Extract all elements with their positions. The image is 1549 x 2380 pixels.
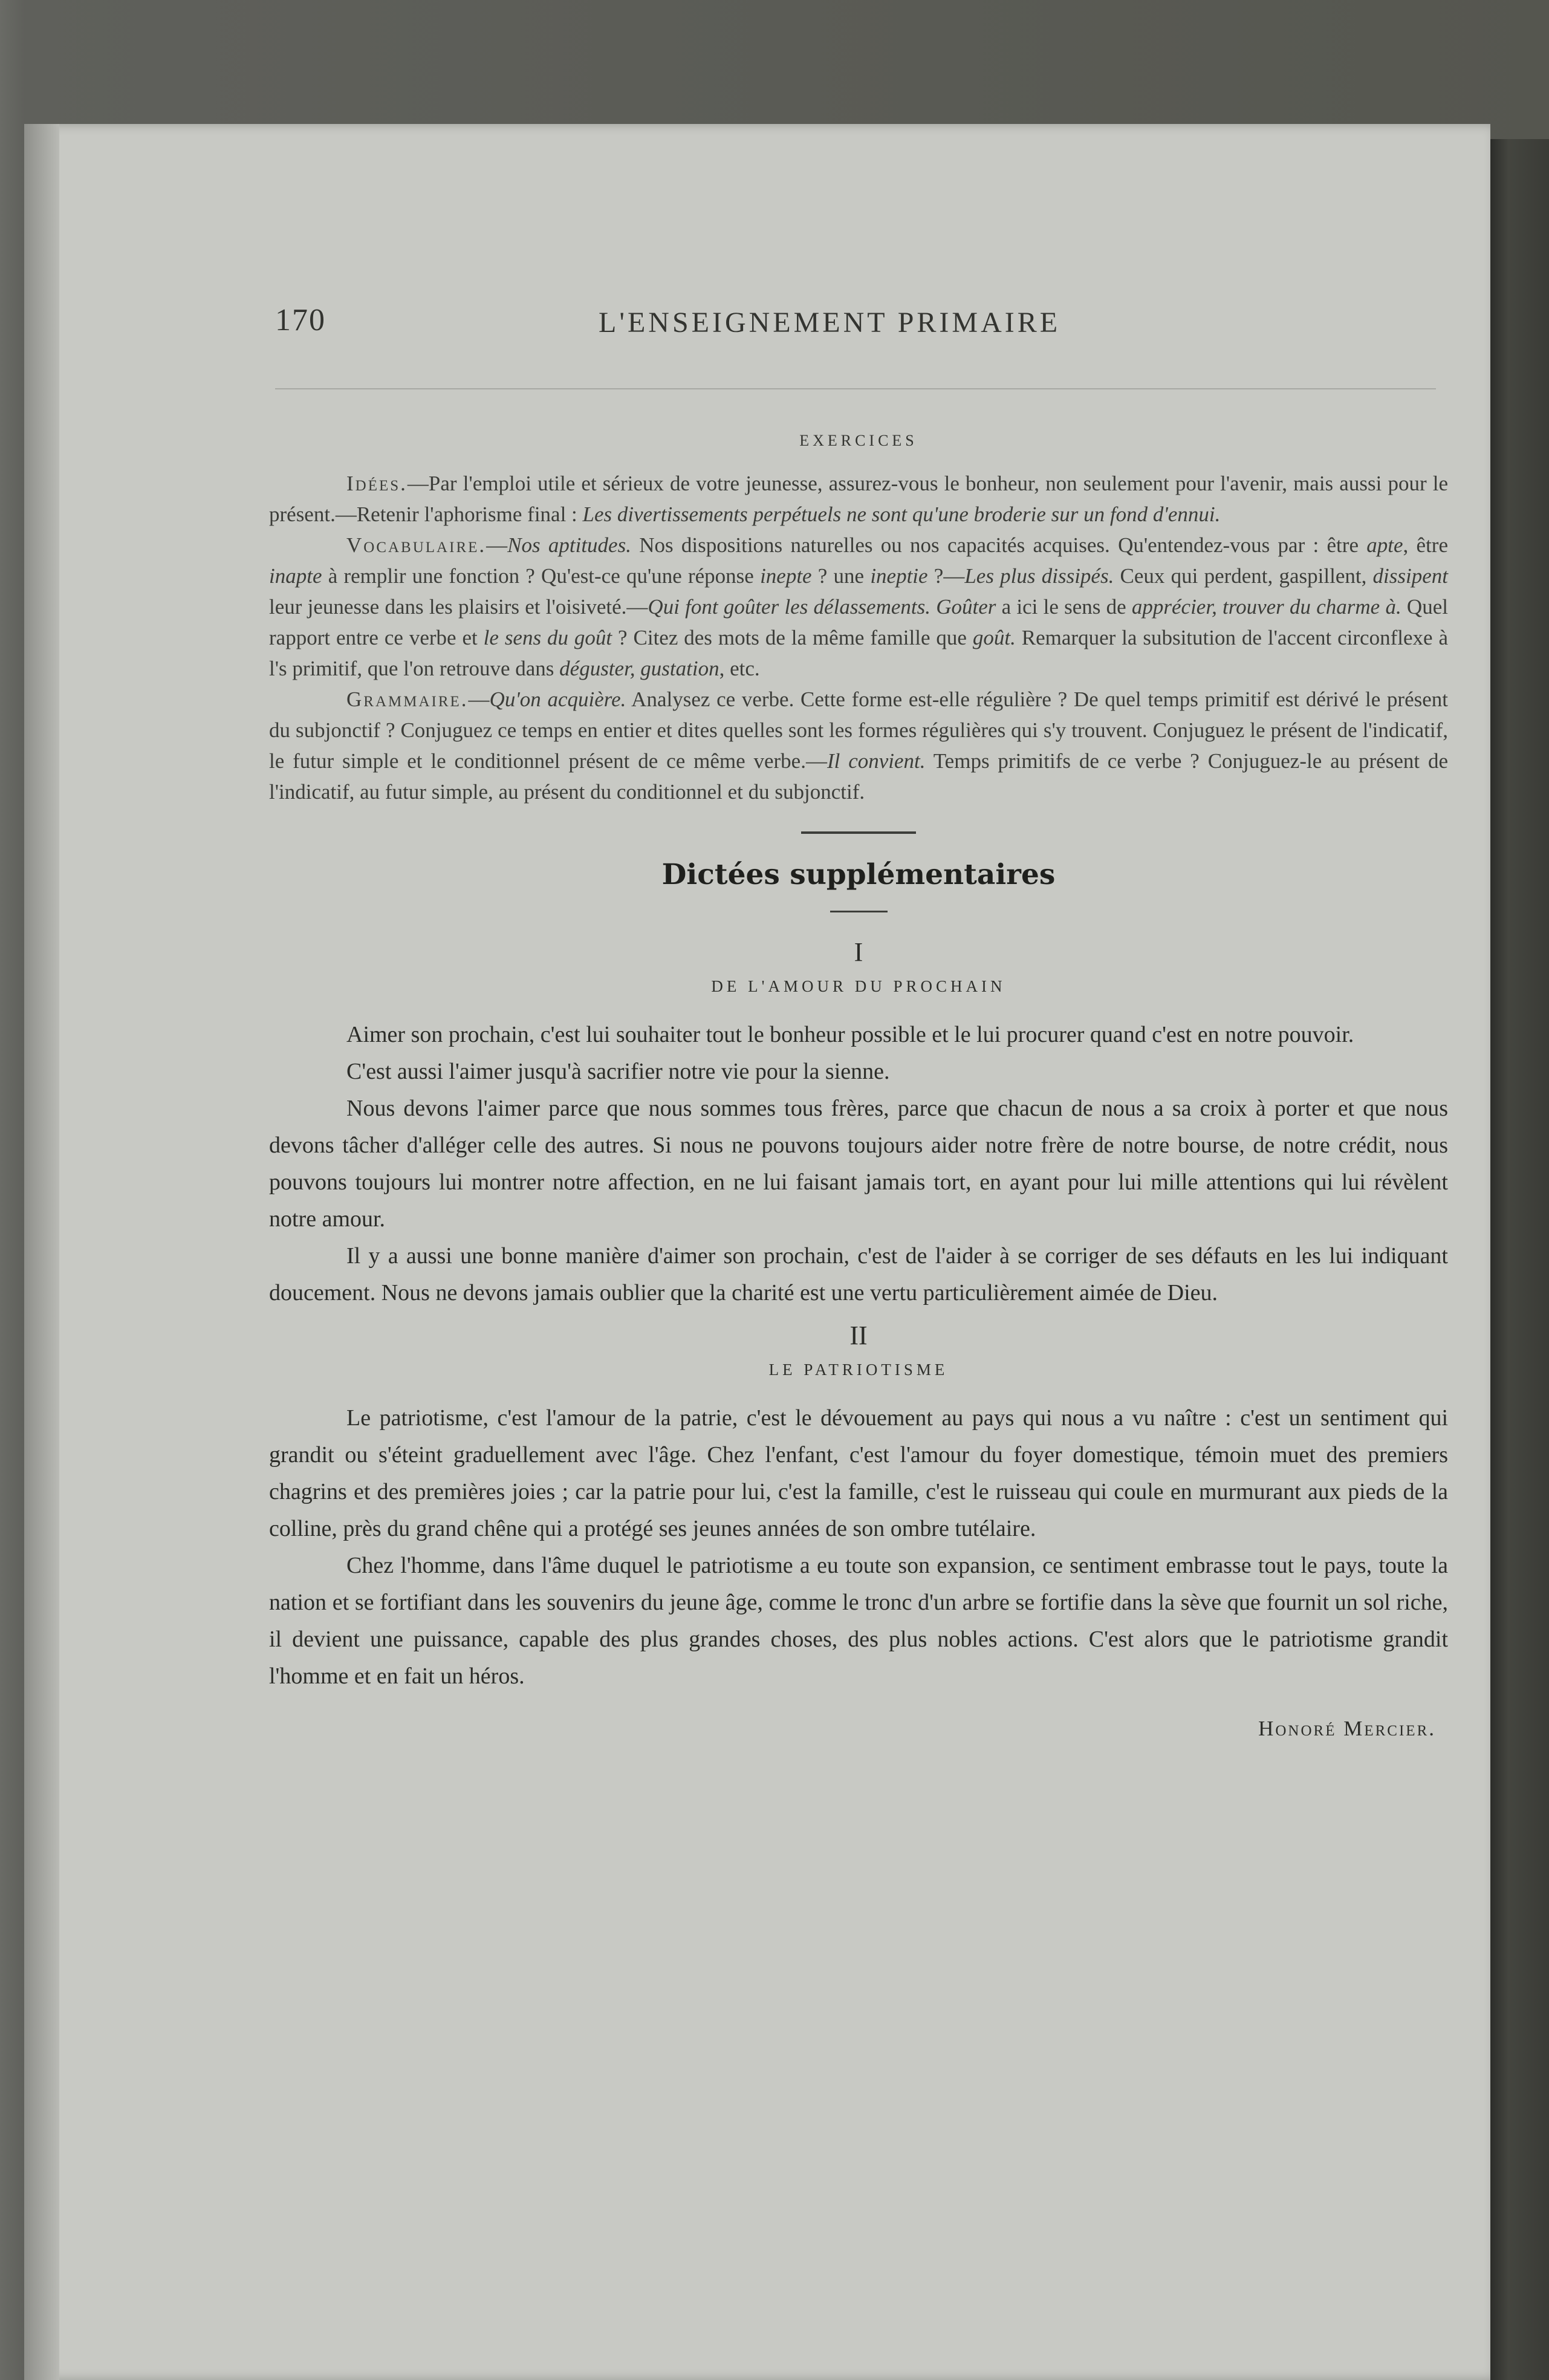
- dictee-1-paragraph: C'est aussi l'aimer jusqu'à sacrifier notre vie pour la sienne.: [346, 1059, 890, 1084]
- exercise-idees: [269, 468, 1448, 530]
- dictee-2-paragraph: Le patriotisme, c'est l'amour de la patrie, c'est le dévouement au pays qui nous a vu naître : c'est un sentiment qui grandit ou s'éteint graduellement avec l'âge. Chez l'enfant, c'est l'amour du foyer domestique, témoin muet des premiers chagrins et des premières joies ; car la patrie pour lui, c'est la famille, c'est le ruisseau qui coule en murmurant aux pieds de la colline, près du grand chêne qui a protégé ses jeunes années de son ombre tutélaire.: [269, 1405, 1448, 1541]
- exercise-text: Analysez ce verbe. Cette forme est-elle régulière ? De quel temps primitif est dérivé le présent du subjonctif ? Conjuguez ce temps en entier et dites quelles sont les formes régulières qui s'y trouvent. Conjuguez le présent de l'indicatif, le futur simple et le conditionnel présent de ce même verbe.—: [269, 688, 1448, 773]
- dictee-1-title: DE L'AMOUR DU PROCHAIN: [711, 977, 1006, 995]
- page-gutter-shadow: [24, 124, 59, 2380]
- exercise-italic: Nos aptitudes.: [507, 533, 631, 557]
- exercise-italic: Goûter: [936, 595, 996, 619]
- exercise-text: ? Citez des mots de la même famille que: [612, 626, 973, 649]
- exercise-italic: déguster, gustation: [559, 657, 719, 680]
- exercise-lead: Grammaire.: [346, 688, 469, 711]
- exercise-text: Temps primitifs de ce verbe ? Conjuguez-le au présent de l'indicatif, au futur simple, au présent du conditionnel et du subjonctif.: [269, 749, 1448, 804]
- exercise-text: —Par l'emploi utile et sérieux de votre jeunesse, assurez-vous le bonheur, non seulement pour l'avenir, mais aussi pour le présent.—Retenir l'aphorisme final :: [269, 472, 1448, 526]
- author-signature: Honoré Mercier.: [1258, 1717, 1436, 1740]
- exercise-italic: ineptie: [870, 564, 928, 588]
- exercise-italic: goût.: [972, 626, 1016, 649]
- exercise-lead: Idées.: [346, 472, 408, 495]
- exercise-lead: Vocabulaire.: [346, 533, 487, 557]
- page-header: [269, 302, 1448, 357]
- exercise-text: ? une: [811, 564, 871, 588]
- exercise-text: Ceux qui perdent, gaspillent,: [1114, 564, 1373, 588]
- exercices-heading: EXERCICES: [799, 432, 918, 449]
- exercise-italic: dissipent: [1372, 564, 1448, 588]
- exercise-italic: Qu'on acquière.: [489, 688, 626, 711]
- dictee-1-paragraph: Nous devons l'aimer parce que nous sommes tous frères, parce que chacun de nous a sa croix à porter et que nous devons tâcher d'alléger celle des autres. Si nous ne pouvons toujours aider notre frère de notre bourse, de notre crédit, nous pouvons toujours lui montrer notre affection, en ne lui faisant jamais tort, en ayant pour lui mille attentions qui lui révèlent notre amour.: [269, 1096, 1448, 1232]
- running-title: L'ENSEIGNEMENT PRIMAIRE: [599, 307, 1061, 339]
- exercise-italic: Qui font goûter les délassements.: [648, 595, 930, 619]
- exercise-text: —: [468, 688, 490, 711]
- exercise-text: ?—: [927, 564, 965, 588]
- section-rule: [801, 831, 916, 834]
- exercise-italic: apte: [1366, 533, 1403, 557]
- exercise-text: Quel rapport entre ce verbe et: [269, 595, 1448, 649]
- exercise-italic: Les plus dissipés.: [964, 564, 1114, 588]
- exercise-text: Nos dispositions naturelles ou nos capacités acquises. Qu'entendez-vous par : être: [631, 533, 1367, 557]
- book-spine-edge: [1490, 139, 1549, 2380]
- exercise-text: a ici le sens de: [996, 595, 1132, 619]
- dictee-2-numeral: II: [849, 1321, 868, 1350]
- exercise-italic: Il convient.: [826, 749, 926, 773]
- section-title-rule: [830, 911, 888, 912]
- dictee-1-numeral: I: [854, 937, 863, 967]
- page-number: 170: [275, 303, 326, 337]
- exercise-text: à remplir une fonction ? Qu'est-ce qu'une réponse: [322, 564, 761, 588]
- section-title: Dictées supplémentaires: [661, 858, 1056, 891]
- dictee-2-paragraph: Chez l'homme, dans l'âme duquel le patriotisme a eu toute son expansion, ce sentiment embrasse tout le pays, toute la nation et se fortifiant dans les souvenirs du jeune âge, comme le tronc d'un arbre se fortifie dans la sève que fournit un sol riche, il devient une puissance, capable des plus grandes choses, des plus nobles actions. C'est alors que le patriotisme grandit l'homme et en fait un héros.: [269, 1553, 1448, 1689]
- exercise-text: , être: [1403, 533, 1448, 557]
- dictee-1-paragraph: Il y a aussi une bonne manière d'aimer son prochain, c'est de l'aider à se corriger de ses défauts en les lui indiquant doucement. Nous ne devons jamais oublier que la charité est une vertu particulièrement aimée de Dieu.: [269, 1243, 1448, 1305]
- header-rule: [275, 388, 1436, 389]
- exercise-text: , etc.: [719, 657, 760, 680]
- exercise-italic: inapte: [269, 564, 322, 588]
- exercise-italic: inepte: [760, 564, 812, 588]
- exercise-grammaire: [269, 684, 1448, 807]
- dictee-1-paragraph: Aimer son prochain, c'est lui souhaiter tout le bonheur possible et le lui procurer quand c'est en notre pouvoir.: [346, 1022, 1354, 1047]
- exercise-text: [930, 595, 936, 619]
- exercise-text: leur jeunesse dans les plaisirs et l'oisiveté.—: [269, 595, 648, 619]
- exercise-italic: Les divertissements perpétuels ne sont qu'une broderie sur un fond d'ennui.: [582, 502, 1221, 526]
- exercise-italic: le sens du goût: [483, 626, 612, 649]
- page-content: [269, 302, 1448, 1741]
- exercise-vocabulaire: [269, 530, 1448, 684]
- exercise-text: —: [486, 533, 508, 557]
- exercise-italic: apprécier, trouver du charme à.: [1131, 595, 1401, 619]
- dictee-2-title: LE PATRIOTISME: [768, 1361, 949, 1379]
- exercise-text: Remarquer la subsitution de l'accent circonflexe à l's primitif, que l'on retrouve dans: [269, 626, 1448, 680]
